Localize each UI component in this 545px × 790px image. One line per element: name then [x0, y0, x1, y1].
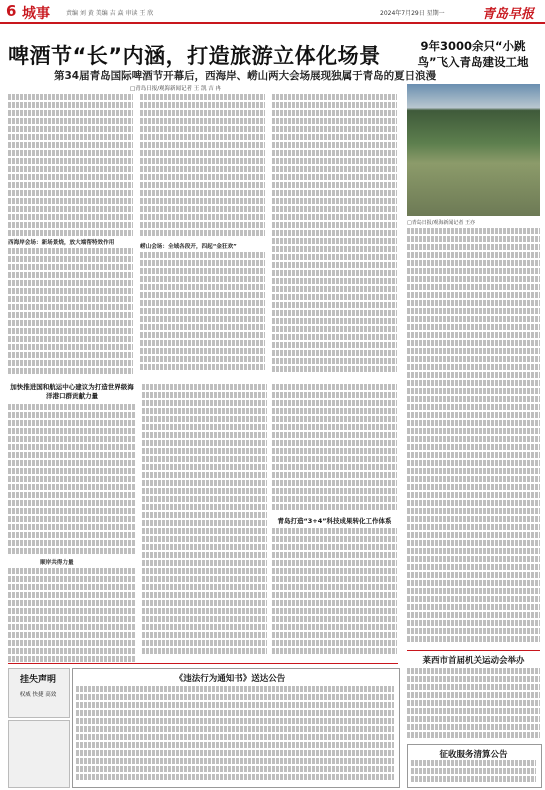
newspaper-logo: 青岛早报: [482, 7, 535, 22]
mid-body-col1: [142, 384, 267, 654]
bottom-divider: [8, 663, 398, 664]
right-ad-title: 征收服务清算公告: [439, 750, 508, 760]
issue-date: 2024年7月29日 星期一: [380, 10, 445, 17]
right-body: [407, 228, 540, 648]
right-ad-body: [411, 760, 536, 784]
main-subheadline: 第34届青岛国际啤酒节开幕后，西海岸、崂山两大会场展现独属于青岛的夏日浪漫: [54, 70, 437, 82]
mid-headline: 青岛打造“3+4”科技成果转化工作体系: [277, 517, 392, 525]
main-body-col2: [140, 94, 265, 240]
right-divider: [407, 650, 540, 651]
notice-title: 《违法行为通知书》送达公告: [174, 674, 286, 684]
main-subsection-1: 西海岸会场：新场景烧，放大端帮特效作用: [8, 240, 115, 246]
lost-notice-sub: 权威 快捷 高效: [19, 692, 57, 698]
main-subsection-2: 崂山会场：全域各段开，四起“金狂欢”: [140, 244, 237, 250]
right-bottom-headline: 莱西市首届机关运动会举办: [422, 656, 525, 666]
left-subsection: 顺岸共得力量: [40, 560, 74, 566]
mid-body-col2: [272, 384, 397, 510]
main-body-col1b: [8, 248, 133, 378]
main-body-col3: [272, 94, 397, 378]
section-title: 城事: [22, 6, 50, 22]
mid-story-body: [272, 528, 397, 654]
left-ad-box: [8, 720, 70, 788]
main-body-col2b: [140, 252, 265, 378]
main-byline: □青岛日报/观海新闻记者 王 凯 吉 冉: [130, 86, 222, 92]
main-headline: 啤酒节“长”内涵，打造旅游立体化场景: [8, 44, 381, 68]
left-lower-body: [8, 404, 136, 554]
main-body-col1: [8, 94, 133, 236]
photo-caption: □青岛日报/观海新闻记者 王亦: [407, 220, 475, 226]
right-headline: 9年3000余只“小跳鸟”飞入青岛建设工地: [417, 39, 529, 69]
left-lower-headline: 加快推进国和航运中心建议为打造世界级海洋港口群贡献力量: [10, 383, 134, 400]
right-bottom-body: [407, 668, 540, 740]
notice-body: [76, 686, 394, 782]
editors-line: 责编 刘 黄 美编 吉 焱 审读 王 欣: [66, 10, 154, 17]
left-lower-body-2: [8, 568, 136, 664]
construction-photo: [407, 84, 540, 216]
page-number: 6: [6, 2, 17, 20]
lost-notice-title: 挂失声明: [19, 675, 56, 685]
